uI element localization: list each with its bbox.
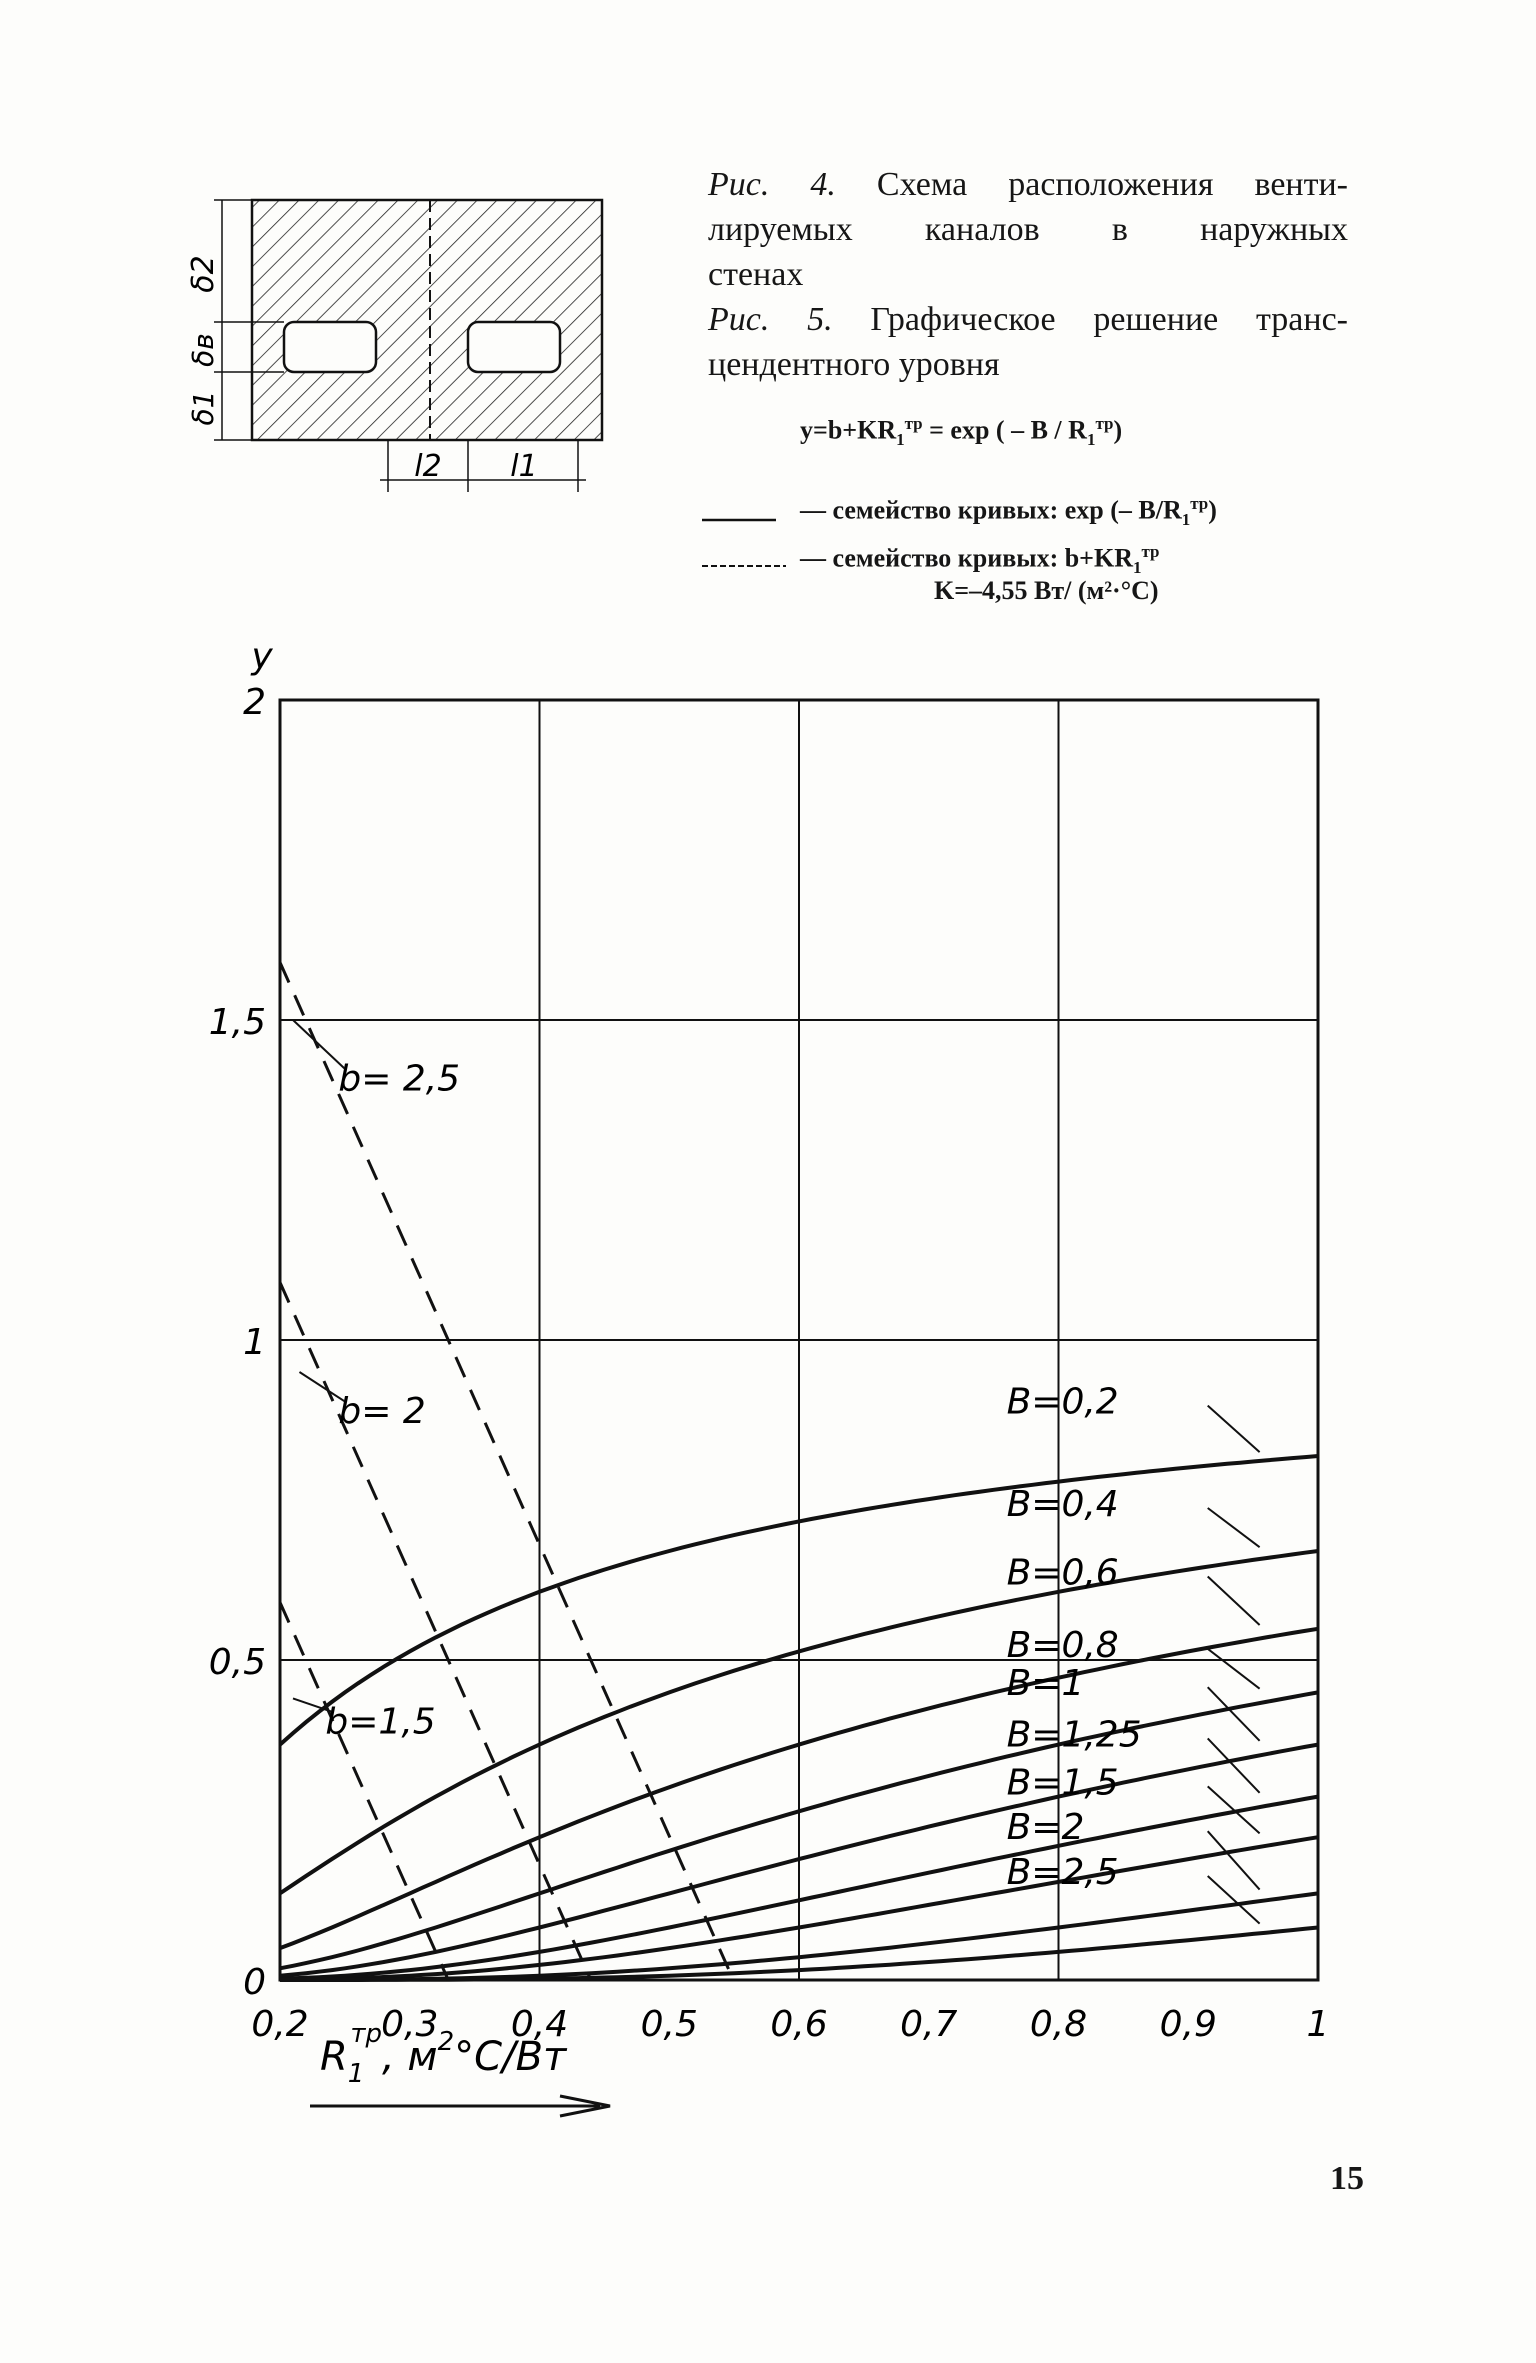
x-tick-label: 0,8 — [1029, 2004, 1088, 2045]
curve-label: B=2,5 — [1006, 1852, 1119, 1893]
legend-solid-sub: 1 — [1181, 509, 1191, 529]
page-number: 15 — [1330, 2160, 1364, 2197]
x-axis-label-sub: 1 — [347, 2059, 365, 2089]
equation-sub1: 1 — [896, 429, 905, 449]
fig4-text-3: стенах — [708, 256, 804, 293]
x-tick-label: 1 — [1306, 2004, 1330, 2045]
y-axis-label: y — [251, 636, 273, 677]
legend-solid-text: — семейство кривых: exp (– B/R — [800, 495, 1182, 525]
equation-sup2: тр — [1095, 414, 1114, 433]
curve-label-leader — [1208, 1508, 1260, 1547]
y-tick-label: 0,5 — [208, 1642, 266, 1683]
curve-label: B=2 — [1006, 1807, 1085, 1849]
x-axis-label-main: R — [320, 2034, 348, 2080]
k-value: K=–4,55 Вт/ (м²·°С) — [934, 576, 1159, 605]
equation-end: ) — [1113, 415, 1123, 445]
x-tick-label: 0,3 — [381, 2004, 439, 2045]
x-tick-label: 0,5 — [640, 2004, 698, 2045]
fig5-label: Рис. 5. — [708, 301, 833, 338]
x-axis-arrow — [310, 2096, 610, 2116]
dashed-label-leader — [293, 1020, 344, 1068]
curve-label-leader — [1208, 1576, 1260, 1624]
y-tick-label: 0 — [243, 1962, 266, 2003]
dashed-line-b-2 — [280, 1282, 591, 1980]
x-axis-label-units-end: °С/Вт — [454, 2034, 567, 2080]
y-tick-label: 2 — [243, 682, 266, 723]
curve-label: B=1,25 — [1006, 1714, 1142, 1756]
dashed-label-leader — [299, 1372, 344, 1401]
delta-v-label: δв — [187, 333, 220, 367]
equation-lhs: y=b+KR — [800, 415, 897, 445]
curve-label: B=0,6 — [1006, 1552, 1119, 1594]
fig4-text-2: лируемых каналов в наружных — [708, 211, 1348, 248]
x-axis-label-units: , м — [382, 2034, 438, 2080]
fig4-text-1: Схема расположения венти- — [876, 166, 1349, 203]
curve-label-leader — [1208, 1831, 1260, 1889]
y-tick-label: 1 — [243, 1322, 266, 1363]
x-axis-label-sup: тр — [350, 2019, 382, 2049]
equation-sup1: тр — [904, 414, 923, 433]
dashed-line-b-2-5 — [280, 962, 733, 1980]
x-tick-label: 0,2 — [251, 2004, 309, 2045]
x-tick-label: 0,4 — [510, 2004, 569, 2045]
equation-sub2: 1 — [1086, 429, 1096, 449]
dashed-label: b= 2 — [338, 1391, 426, 1433]
delta1-label: δ1 — [187, 390, 220, 426]
delta2-label: δ2 — [186, 255, 221, 293]
legend-dashed-text: — семейство кривых: b+KR — [800, 543, 1133, 573]
dashed-label: b= 2,5 — [338, 1058, 461, 1100]
x-tick-label: 0,7 — [900, 2004, 958, 2045]
fig4-label: Рис. 4. — [708, 166, 836, 203]
curve-label-leader — [1208, 1406, 1260, 1453]
curve-label: B=0,4 — [1006, 1484, 1119, 1525]
fig5-text-1: Графическое решение транс- — [870, 301, 1348, 338]
curve-label-leader — [1208, 1649, 1260, 1689]
curve-label-leader — [1208, 1687, 1260, 1741]
l2-label: l2 — [414, 449, 442, 484]
fig5-text-2: цендентного уровня — [708, 346, 1000, 383]
curve-label: B=0,8 — [1006, 1624, 1119, 1666]
equation-mid: = exp ( – B / R — [922, 415, 1087, 445]
x-axis-label-units-sup: 2 — [437, 2027, 455, 2057]
curve-label: B=1,5 — [1006, 1762, 1119, 1804]
x-tick-label: 0,6 — [770, 2004, 828, 2045]
legend-dashed-sup: тр — [1141, 542, 1160, 561]
x-tick-label: 0,9 — [1159, 2004, 1217, 2045]
curve-label: B=1 — [1006, 1663, 1085, 1705]
legend-solid-end: ) — [1208, 495, 1217, 525]
legend-dashed-sub: 1 — [1133, 557, 1142, 577]
curve-label-leader — [1208, 1876, 1260, 1924]
l1-label: l1 — [510, 449, 538, 484]
curve-label: B=0,2 — [1006, 1381, 1119, 1423]
dashed-label: b=1,5 — [325, 1701, 436, 1743]
y-tick-label: 1,5 — [208, 1002, 266, 1043]
legend-solid-sup: тр — [1190, 494, 1209, 513]
